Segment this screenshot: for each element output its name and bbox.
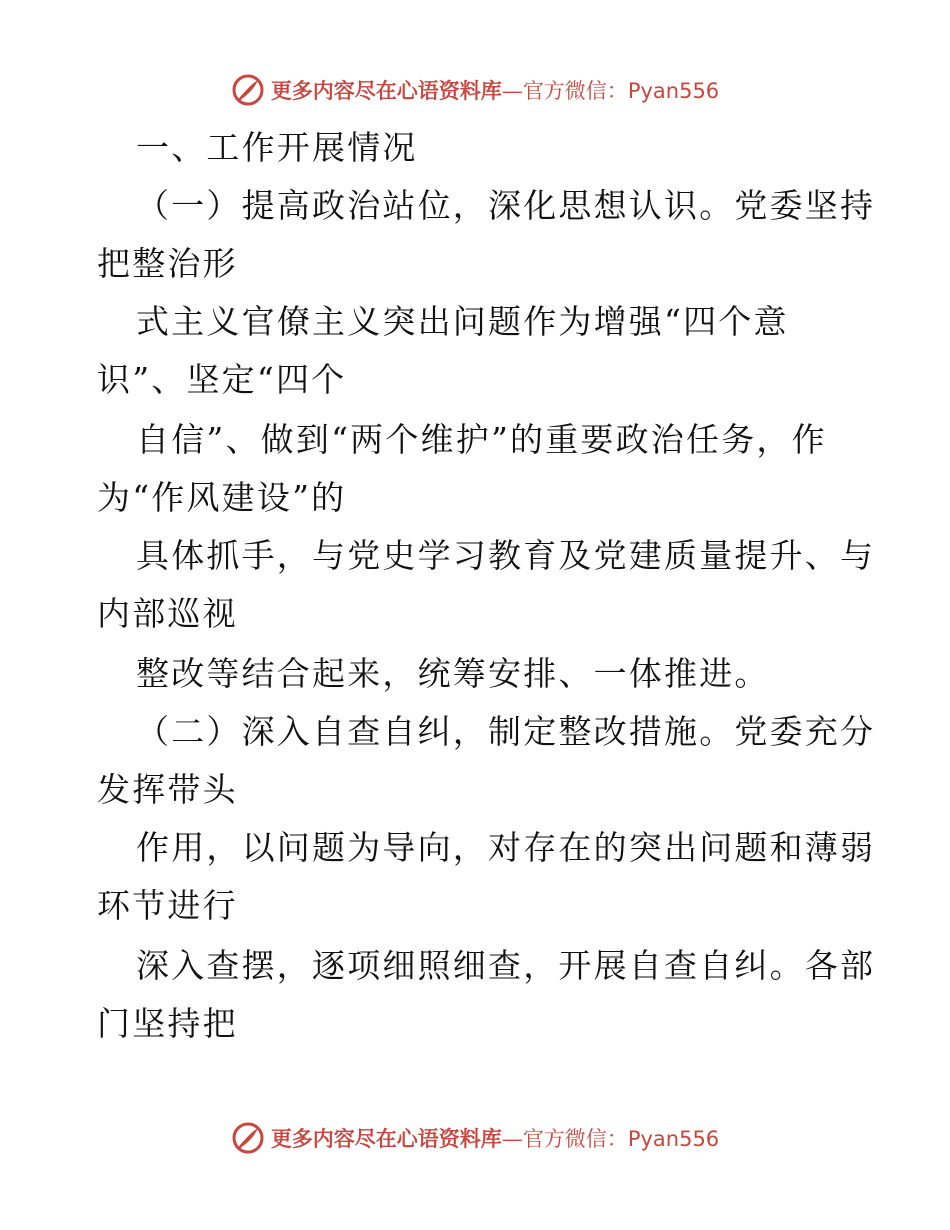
banner-wechat-id: Pyan556 [627,79,720,103]
footer-banner [0,1118,950,1158]
text-line: 自信”、做到“两个维护”的重要政治任务，作 [136,420,827,459]
banner-main-text: 更多内容尽在心语资料库 [270,78,502,103]
text-line: 环节进行 [97,886,238,925]
text-line: 内部巡视 [97,594,238,633]
text-line: 门坚持把 [97,1004,238,1043]
text-line: 深入查摆，逐项细照细查，开展自查自纠。各部 [136,946,876,985]
text-line: 把整治形 [97,244,238,283]
text-line: （一）提高政治站位，深化思想认识。党委坚持 [136,186,876,225]
banner-label: 官方微信： [522,1127,628,1151]
banner-label: 官方微信： [522,79,628,103]
text-line: 发挥带头 [97,770,238,809]
banner-dash: — [501,79,523,103]
feather-seal-icon [231,73,265,107]
banner-text [271,1123,719,1153]
text-line: 识”、坚定“四个 [97,360,347,399]
banner-dash: — [501,1127,523,1151]
text-line: （二）深入自查自纠，制定整改措施。党委充分 [136,712,876,751]
section-heading: 一、工作开展情况 [136,128,418,167]
banner-wechat-id: Pyan556 [627,1127,720,1151]
banner-text [271,75,719,105]
header-banner [0,70,950,110]
feather-seal-icon [231,1121,265,1155]
text-line: 式主义官僚主义突出问题作为增强“四个意 [136,302,789,341]
text-line: 作用，以问题为导向，对存在的突出问题和薄弱 [136,828,876,867]
text-line: 整改等结合起来，统筹安排、一体推进。 [136,654,770,693]
text-line: 为“作风建设”的 [97,478,347,517]
banner-main-text: 更多内容尽在心语资料库 [270,1126,502,1151]
text-line: 具体抓手，与党史学习教育及党建质量提升、与 [136,536,876,575]
